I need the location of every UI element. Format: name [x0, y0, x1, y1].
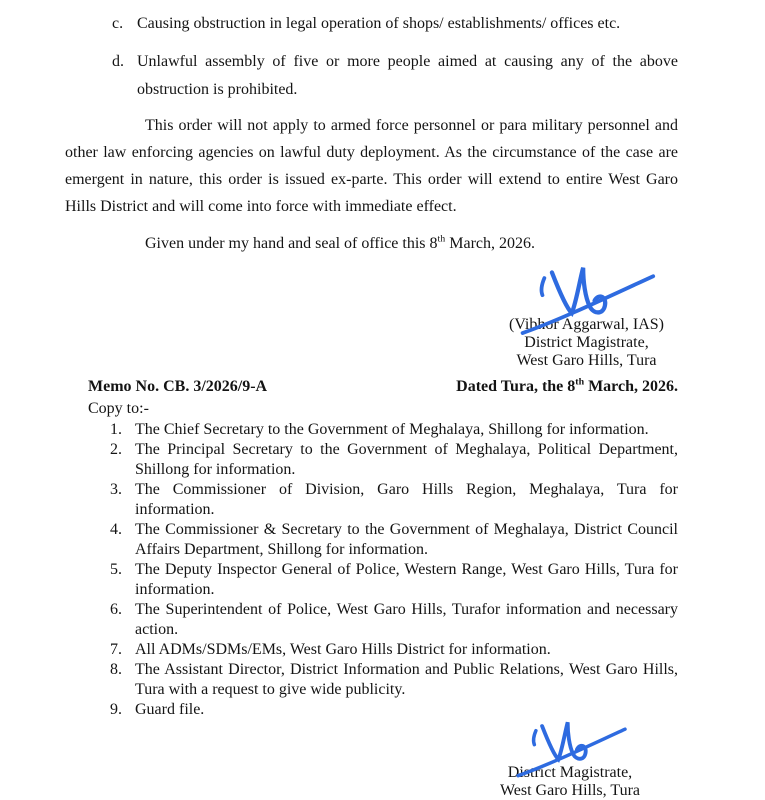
- copy-list-item: [110, 480, 678, 520]
- copy-item-text: The Commissioner of Division, Garo Hills Region, Meghalaya, Tura for information.: [135, 481, 678, 518]
- copy-item-text: The Chief Secretary to the Government of Meghalaya, Shillong for information.: [135, 421, 649, 438]
- copy-item-text: The Superintendent of Police, West Garo Hills, Turafor information and necessary action.: [135, 601, 678, 638]
- copy-item-text: The Principal Secretary to the Government of Meghalaya, Political Department, Shillong for information.: [135, 441, 678, 478]
- ordinal-superscript: th: [575, 376, 585, 388]
- copy-item-number: 8.: [110, 661, 122, 678]
- copy-item-number: 4.: [110, 521, 122, 538]
- copy-item-text: The Deputy Inspector General of Police, Western Range, West Garo Hills, Tura for information.: [135, 561, 678, 598]
- copy-item-text: The Commissioner & Secretary to the Government of Meghalaya, District Council Affairs Department, Shillong for information.: [135, 521, 678, 558]
- copy-list-item: [110, 660, 678, 700]
- signature-block-1: [65, 260, 678, 370]
- copy-item-number: 1.: [110, 421, 122, 438]
- clause-item: [112, 10, 678, 38]
- copy-item-number: 2.: [110, 441, 122, 458]
- memo-date: Dated Tura, the 8th March, 2026.: [456, 376, 678, 395]
- copy-item-number: 3.: [110, 481, 122, 498]
- signatory-name: (Vibhor Aggarwal, IAS): [508, 316, 664, 333]
- ordinal-superscript: th: [437, 233, 446, 245]
- order-paragraph: This order will not apply to armed force personnel or para military personnel and other law enforcing agencies on lawful duty deployment. As the circumstance of the case are emergent in nature, this order is issued ex-parte. This order will extend to entire West Garo Hills District and will come into force with immediate effect.: [65, 117, 678, 215]
- copy-item-number: 5.: [110, 561, 122, 578]
- copy-list-item: [110, 440, 678, 480]
- signatory-place: West Garo Hills, Tura: [499, 782, 640, 799]
- copy-item-number: 6.: [110, 601, 122, 618]
- copy-item-text: All ADMs/SDMs/EMs, West Garo Hills District for information.: [135, 641, 551, 658]
- attestation-line: [145, 230, 678, 258]
- copy-item-text: Guard file.: [135, 701, 205, 718]
- signatory-title: District Magistrate,: [507, 764, 633, 781]
- signatory-place: West Garo Hills, Tura: [516, 352, 657, 369]
- sub-clauses-list: [112, 10, 678, 104]
- copy-list-item: [110, 520, 678, 560]
- attestation-prefix: Given under my hand and seal of office this 8: [145, 235, 438, 252]
- signatory-title: District Magistrate,: [524, 334, 649, 351]
- copy-item-number: 7.: [110, 641, 122, 658]
- clause-text: Causing obstruction in legal operation of shops/ establishments/ offices etc.: [137, 15, 621, 32]
- clause-text: Unlawful assembly of five or more people aimed at causing any of the above obstruction is prohibited.: [137, 53, 678, 98]
- copy-item-text: The Assistant Director, District Information and Public Relations, West Garo Hills, Tura with a request to give wide publicity.: [135, 661, 678, 698]
- memo-number: Memo No. CB. 3/2026/9-A: [88, 378, 268, 395]
- handwritten-signature-icon: [511, 716, 629, 778]
- copy-distribution-list: [110, 420, 678, 720]
- clause-marker: d.: [112, 53, 124, 70]
- copy-list-item: [110, 560, 678, 600]
- copy-list-item: [110, 420, 678, 440]
- copy-to-label: Copy to:-: [88, 400, 149, 417]
- attestation-suffix: March, 2026.: [445, 235, 535, 252]
- memo-row: [88, 376, 678, 398]
- handwritten-signature-icon: [515, 260, 657, 336]
- clause-item: [112, 48, 678, 104]
- signature-block-2: [65, 716, 678, 800]
- copy-list-item: [110, 640, 678, 660]
- copy-item-number: 9.: [110, 701, 122, 718]
- clause-marker: c.: [112, 15, 124, 32]
- copy-list-item: [110, 600, 678, 640]
